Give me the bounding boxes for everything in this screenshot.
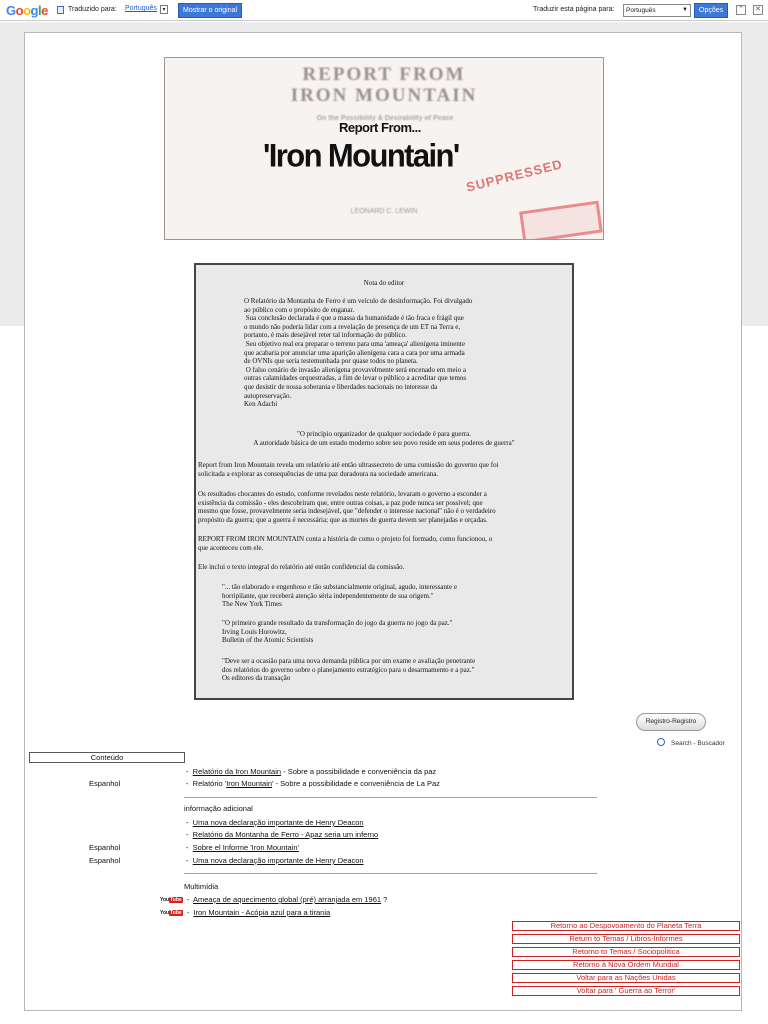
- minimize-icon[interactable]: ⌃: [736, 5, 746, 15]
- note-quote4: "Deve ser a ocasião para uma nova demanda pública por um exame e avaliação penetrante dos relatórios do governo sobre o planejamento estratégico para o desarmamento e a paz." Os editores da transação: [222, 657, 476, 683]
- banner-cover-line1: REPORT FROM: [302, 64, 466, 85]
- link-iron-mountain-report[interactable]: Relatório da Iron Mountain: [192, 767, 282, 776]
- note-para2: Report from Iron Mountain revela um relatório até então ultrassecreto de uma comissão do governo que foi solicitada a explorar as consequências de uma paz duradoura na sociedade americana.: [198, 461, 499, 478]
- google-logo[interactable]: Google: [6, 3, 48, 18]
- nav-button-sociopolitica[interactable]: Retorno to Temas / Sociopolitica: [512, 947, 740, 957]
- banner-author: LEONARD C. LEWIN: [350, 208, 418, 215]
- note-para3: Os resultados chocantes do estudo, conforme revelados neste relatório, levaram o governo a esconder a existência da comissão - eles descobriram que, entre outras coisas, a paz pode nunca ser possível; que mesmo que fosse, provavelmente seria indesejável, que "defender o interesse nacional" não é o verdadeiro propósito da guerra; que a guerra é necessária; que as mortes de guerra devem ser planejadas e orçadas.: [198, 490, 496, 524]
- banner-image: [164, 57, 604, 240]
- nav-button-libros-informes[interactable]: Return to Temas / Libros-Informes: [512, 934, 740, 944]
- nav-button-war-on-terror[interactable]: Voltar para ' Guerra ao Terror': [512, 986, 740, 996]
- translate-page-label: Traduzir esta página para:: [533, 6, 615, 13]
- language-select[interactable]: Português ▼: [623, 4, 691, 17]
- editor-note-box: [194, 263, 574, 700]
- banner-big-title: 'Iron Mountain': [263, 137, 459, 174]
- link-informe-iron-mountain[interactable]: Sobre el Informe 'Iron Mountain': [192, 843, 299, 852]
- link-global-warming-video[interactable]: Ameaça de aquecimento global (pré) arranjada em 1961: [193, 895, 382, 904]
- spanish-tag: Espanhol: [89, 779, 121, 788]
- chevron-down-icon: ▼: [682, 7, 688, 13]
- note-quote1-line1: "O princípio organizador de qualquer sociedade é para guerra.: [297, 430, 471, 438]
- banner-suppressed-stamp: SUPPRESSED: [464, 156, 565, 195]
- link-henry-deacon-2[interactable]: Uma nova declaração importante de Henry Deacon: [192, 856, 364, 865]
- list-item: - Relatório 'Iron Mountain' - Sobre a possibilidade e conveniência de La Paz: [186, 779, 440, 788]
- google-translate-bar: [0, 0, 768, 21]
- search-icon: [657, 738, 665, 746]
- language-dropdown-icon[interactable]: ▾: [160, 5, 168, 14]
- search-label: Search - Buscador: [671, 740, 725, 747]
- list-item: - Uma nova declaração importante de Henry Deacon: [186, 818, 364, 827]
- note-quote3: "O primeiro grande resultado da transformação do jogo da guerra no jogo da paz." Irving Louis Horowitz, Bulletin of the Atomic Scientists: [222, 619, 453, 645]
- target-language-link[interactable]: Português: [125, 5, 157, 12]
- banner-cover-subtitle: On the Possibility & Desirability of Peace: [316, 115, 454, 122]
- link-peace-hell[interactable]: Relatório da Montanha de Ferro - Apaz seria um inferno: [192, 830, 379, 839]
- translate-page-icon: [57, 6, 64, 14]
- nav-button-united-nations[interactable]: Voltar para as Nações Unidas: [512, 973, 740, 983]
- multimedia-title: Multimídia: [184, 882, 219, 891]
- divider: [184, 797, 597, 798]
- show-original-button[interactable]: Mostrar o original: [178, 3, 242, 18]
- list-item: - Relatório da Iron Mountain - Sobre a possibilidade e conveniência da paz: [186, 767, 437, 776]
- link-iron-mountain-video[interactable]: Iron Mountain - Acópia azul para a tirania: [193, 908, 331, 917]
- banner-cover-line2: IRON MOUNTAIN: [290, 85, 478, 106]
- register-button[interactable]: Registro-Registro: [636, 713, 706, 731]
- link-henry-deacon-1[interactable]: Uma nova declaração importante de Henry Deacon: [192, 818, 364, 827]
- spanish-tag: Espanhol: [89, 843, 121, 852]
- note-quote1-line2: A autoridade básica de um estado moderno sobre seu povo reside em seus poderes de guerra": [253, 439, 515, 447]
- list-item: - Sobre el Informe 'Iron Mountain': [186, 843, 299, 852]
- additional-info-title: informação adicional: [184, 804, 253, 813]
- note-para4: REPORT FROM IRON MOUNTAIN conta a história de como o projeto foi formado, como funcionou, o que aconteceu com ele.: [198, 535, 493, 552]
- note-para1: O Relatório da Montanha de Ferro é um veículo de desinformação. Foi divulgado ao público com o propósito de enganar. Sua conclusão declarada é que a massa da humanidade é tão fraca e frágil que o mundo não poderia lidar com a revelação de presença de um ET na Terra e, portanto, é mais desejável reter tal informação do público. Seu objetivo real era preparar o terreno para uma 'ameaça' alienígena iminente que acabaria por anunciar uma aparição alienígena cara a cara por uma armada de OVNIs que seria testemunhada por quase todos no planeta. O falso cenário de invasão alienígena provavelmente será encenado em meio a outras calamidades orquestradas, a fim de levar o público a acreditar que temos que desistir de nossa soberania e liberdades nacionais no interesse da autopreservação. Ken Adachi: [244, 297, 473, 409]
- close-icon[interactable]: ✕: [753, 5, 763, 15]
- options-button[interactable]: Opções: [694, 3, 728, 18]
- banner-small-title: Report From...: [339, 120, 421, 135]
- youtube-icon: YouTube: [160, 910, 182, 916]
- list-item: YouTube - Iron Mountain - Acópia azul para a tirania: [160, 908, 331, 917]
- note-quote2: "... tão elaborado e engenhoso e tão substancialmente original, agudo, interessante e horripilante, que receberá atenção séria independentemente de sua origem." The New York Times: [222, 583, 457, 609]
- list-item: - Relatório da Montanha de Ferro - Apaz seria um inferno: [186, 830, 379, 839]
- spanish-tag: Espanhol: [89, 856, 121, 865]
- note-heading: Nota do editor: [363, 279, 405, 287]
- list-item: - Uma nova declaração importante de Henry Deacon: [186, 856, 364, 865]
- link-iron-mountain-es[interactable]: Iron Mountain: [226, 779, 273, 788]
- banner-stamp-box: [519, 201, 603, 240]
- divider: [184, 873, 597, 874]
- youtube-icon: YouTube: [160, 897, 182, 903]
- search-link[interactable]: [657, 738, 725, 747]
- nav-button-new-world-order[interactable]: Retorno à Nova Ordem Mundial: [512, 960, 740, 970]
- note-para5: Ele inclui o texto integral do relatório até então confidencial da comissão.: [198, 563, 405, 571]
- translated-to-label: Traduzido para:: [68, 6, 117, 13]
- nav-button-depopulation[interactable]: Retorno ao Despovoamento do Planeta Terra: [512, 921, 740, 931]
- contents-title: Conteúdo: [29, 752, 185, 763]
- list-item: YouTube - Ameaça de aquecimento global (pré) arranjada em 1961 ?: [160, 895, 388, 904]
